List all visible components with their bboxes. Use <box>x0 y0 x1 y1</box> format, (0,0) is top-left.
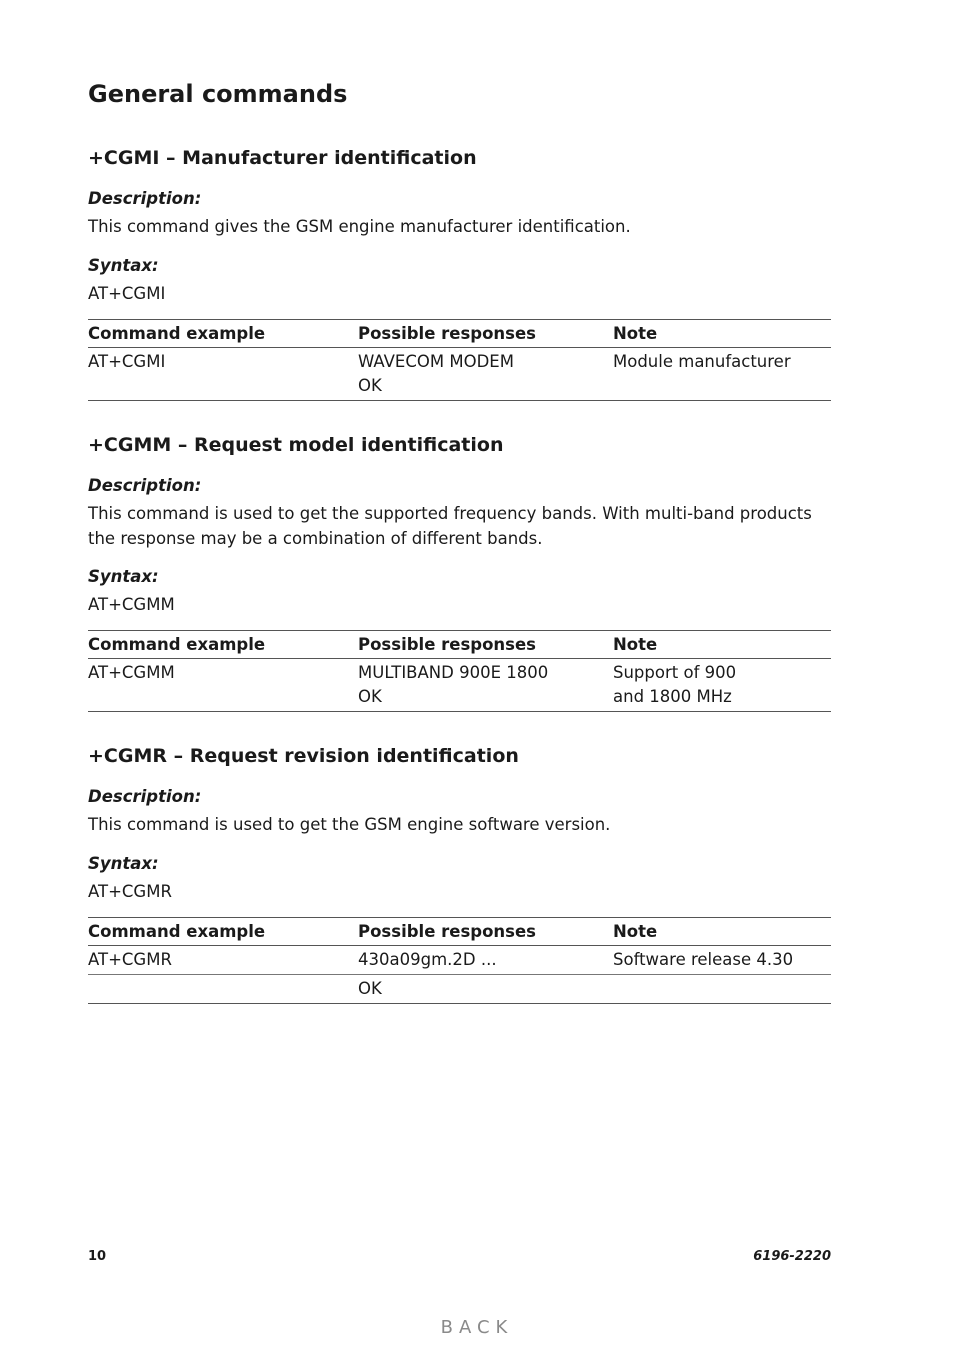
page-number: 10 <box>88 1249 107 1264</box>
note-cell <box>613 659 831 712</box>
table-header-row <box>88 631 831 659</box>
description-text: This command is used to get the supported frequency bands. With multi-band products the response may be a combination of different bands. <box>88 504 812 548</box>
response-line: MULTIBAND 900E 1800 <box>358 663 549 682</box>
description-label: Description: <box>88 189 202 208</box>
description-label: Description: <box>88 476 202 495</box>
table-header-row <box>88 917 831 945</box>
table-row <box>88 945 831 974</box>
table-row <box>88 974 831 1003</box>
command-cell: AT+CGMI <box>88 347 358 400</box>
header-note: Note <box>613 631 831 659</box>
syntax-text: AT+CGMI <box>88 283 166 303</box>
command-table <box>88 630 831 712</box>
back-link[interactable]: BACK <box>440 1317 514 1338</box>
page-title: General commands <box>88 80 348 108</box>
header-command-example: Command example <box>88 319 358 347</box>
note-line: Module manufacturer <box>613 351 791 371</box>
note-line: and 1800 MHz <box>613 687 732 706</box>
syntax-label: Syntax: <box>88 255 159 275</box>
header-note: Note <box>613 917 831 945</box>
section-title: +CGMM – Request model identification <box>88 434 504 456</box>
header-possible-responses: Possible responses <box>358 631 613 659</box>
section-cgmi <box>88 145 831 401</box>
response-cell <box>358 659 613 712</box>
section-cgmm <box>88 432 831 712</box>
table-row <box>88 347 831 400</box>
syntax-label: Syntax: <box>88 567 159 586</box>
note-cell <box>613 347 831 400</box>
header-possible-responses: Possible responses <box>358 319 613 347</box>
header-possible-responses: Possible responses <box>358 917 613 945</box>
section-title: +CGMI – Manufacturer identification <box>88 147 477 169</box>
document-number: 6196-2220 <box>753 1249 831 1264</box>
syntax-label: Syntax: <box>88 853 159 873</box>
command-table <box>88 319 831 401</box>
response-line: WAVECOM MODEM <box>358 351 514 371</box>
header-note: Note <box>613 319 831 347</box>
note-line: Software release 4.30 <box>613 949 794 969</box>
description-text: This command is used to get the GSM engine software version. <box>88 815 611 834</box>
note-cell <box>613 974 831 1003</box>
response-line: OK <box>358 687 382 706</box>
response-cell <box>358 974 613 1003</box>
header-command-example: Command example <box>88 917 358 945</box>
description-text: This command gives the GSM engine manufacturer identification. <box>88 217 631 236</box>
response-line: OK <box>358 978 382 998</box>
note-line: Support of 900 <box>613 663 737 682</box>
command-cell <box>88 974 358 1003</box>
command-cell: AT+CGMM <box>88 659 358 712</box>
description-label: Description: <box>88 787 202 806</box>
section-title: +CGMR – Request revision identification <box>88 745 519 767</box>
syntax-text: AT+CGMM <box>88 595 175 614</box>
section-cgmr <box>88 743 831 1004</box>
table-header-row <box>88 319 831 347</box>
response-line: 430a09gm.2D ... <box>358 949 497 969</box>
command-table <box>88 917 831 1004</box>
table-row <box>88 659 831 712</box>
command-cell: AT+CGMR <box>88 945 358 974</box>
response-line: OK <box>358 375 382 395</box>
response-cell <box>358 945 613 974</box>
header-command-example: Command example <box>88 631 358 659</box>
response-cell <box>358 347 613 400</box>
note-cell <box>613 945 831 974</box>
syntax-text: AT+CGMR <box>88 881 172 901</box>
